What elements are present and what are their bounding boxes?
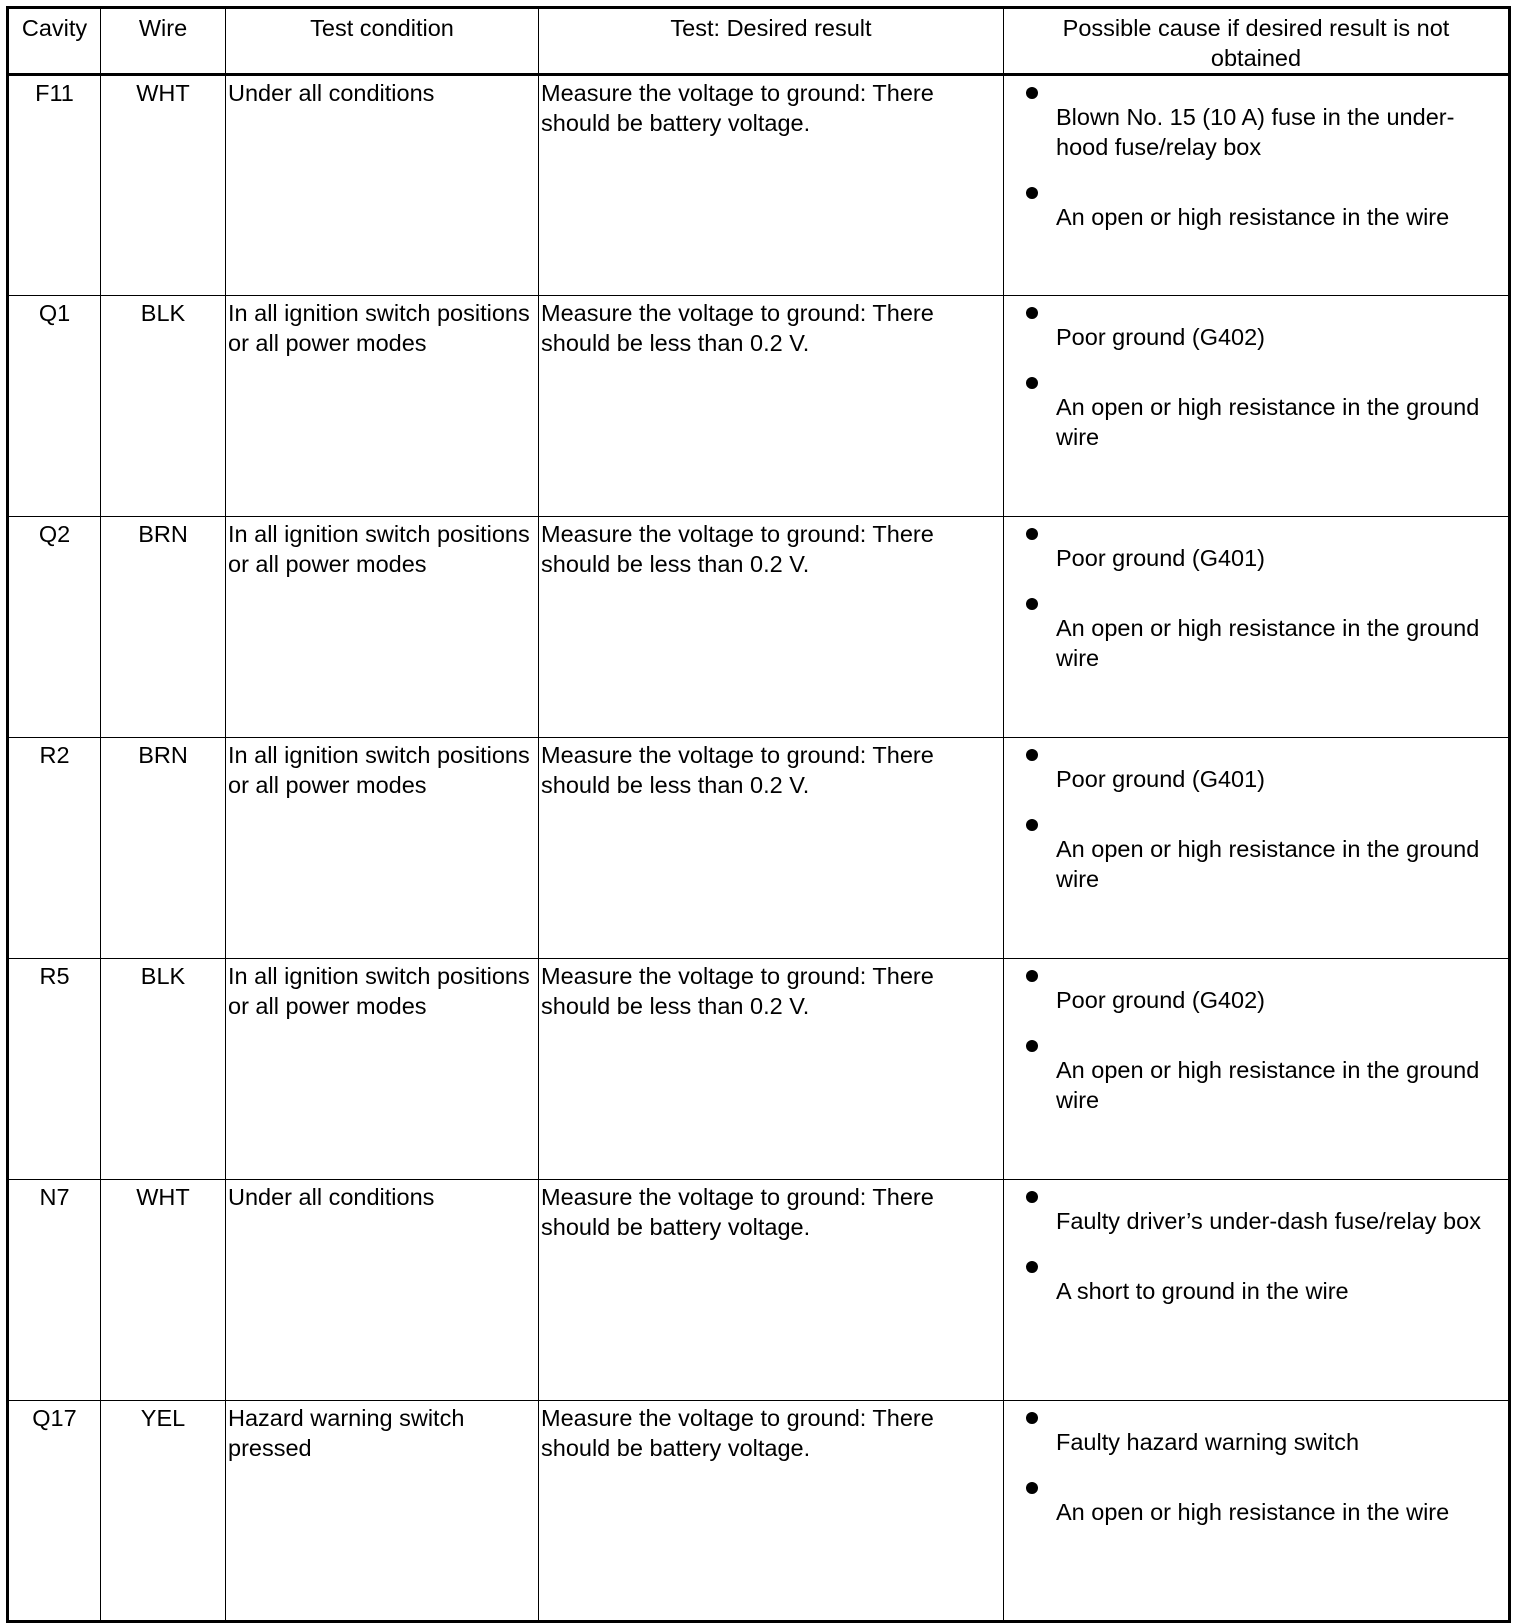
cause-cell — [1004, 738, 1510, 959]
wire-cell: BRN — [101, 517, 226, 738]
table-row — [8, 75, 1510, 296]
condition-cell: In all ignition switch positions or all power modes — [226, 959, 539, 1180]
cause-text: Poor ground (G401) — [1056, 766, 1266, 792]
cause-item — [1004, 1252, 1502, 1306]
header-wire: Wire — [101, 8, 226, 75]
cause-item — [1004, 589, 1502, 673]
bullet-icon — [1026, 87, 1038, 99]
cause-text: Poor ground (G402) — [1056, 987, 1266, 1013]
cause-item — [1004, 78, 1502, 162]
cause-text: Blown No. 15 (10 A) fuse in the under-hood fuse/relay box — [1056, 104, 1455, 160]
cause-text: Poor ground (G402) — [1056, 324, 1266, 350]
cause-text: An open or high resistance in the ground wire — [1056, 1057, 1480, 1113]
diagnostic-table — [6, 6, 1511, 1623]
bullet-icon — [1026, 377, 1038, 389]
wire-cell: BRN — [101, 738, 226, 959]
table-row — [8, 738, 1510, 959]
condition-cell: Hazard warning switch pressed — [226, 1401, 539, 1622]
cause-item — [1004, 1031, 1502, 1115]
cause-cell — [1004, 1180, 1510, 1401]
result-cell: Measure the voltage to ground: There should be battery voltage. — [539, 1401, 1004, 1622]
cause-item — [1004, 1182, 1502, 1236]
cause-text: Poor ground (G401) — [1056, 545, 1266, 571]
cause-cell — [1004, 959, 1510, 1180]
wire-cell: WHT — [101, 75, 226, 296]
wire-cell: BLK — [101, 296, 226, 517]
cause-text: Faulty driver’s under-dash fuse/relay box — [1056, 1208, 1481, 1234]
bullet-icon — [1026, 1040, 1038, 1052]
cavity-cell: R5 — [8, 959, 101, 1180]
cause-item — [1004, 1403, 1502, 1457]
result-cell: Measure the voltage to ground: There should be less than 0.2 V. — [539, 517, 1004, 738]
table-row — [8, 517, 1510, 738]
bullet-icon — [1026, 307, 1038, 319]
cavity-cell: Q17 — [8, 1401, 101, 1622]
header-desired-result: Test: Desired result — [539, 8, 1004, 75]
condition-cell: Under all conditions — [226, 75, 539, 296]
result-cell: Measure the voltage to ground: There should be less than 0.2 V. — [539, 296, 1004, 517]
result-cell: Measure the voltage to ground: There should be battery voltage. — [539, 75, 1004, 296]
table-row — [8, 959, 1510, 1180]
bullet-icon — [1026, 970, 1038, 982]
cavity-cell: Q1 — [8, 296, 101, 517]
cause-item — [1004, 810, 1502, 894]
cause-text: A short to ground in the wire — [1056, 1278, 1349, 1304]
table-row — [8, 1180, 1510, 1401]
cause-text: An open or high resistance in the ground wire — [1056, 394, 1480, 450]
bullet-icon — [1026, 1191, 1038, 1203]
header-cavity: Cavity — [8, 8, 101, 75]
wire-cell: YEL — [101, 1401, 226, 1622]
bullet-icon — [1026, 819, 1038, 831]
cause-item — [1004, 961, 1502, 1015]
bullet-icon — [1026, 749, 1038, 761]
bullet-icon — [1026, 1412, 1038, 1424]
result-cell: Measure the voltage to ground: There should be battery voltage. — [539, 1180, 1004, 1401]
cause-item — [1004, 740, 1502, 794]
result-cell: Measure the voltage to ground: There should be less than 0.2 V. — [539, 959, 1004, 1180]
cavity-cell: R2 — [8, 738, 101, 959]
cause-cell — [1004, 517, 1510, 738]
wire-cell: WHT — [101, 1180, 226, 1401]
cause-cell — [1004, 75, 1510, 296]
cause-text: An open or high resistance in the wire — [1056, 1499, 1450, 1525]
cause-item — [1004, 519, 1502, 573]
cause-cell — [1004, 1401, 1510, 1622]
cause-item — [1004, 1473, 1502, 1527]
condition-cell: Under all conditions — [226, 1180, 539, 1401]
condition-cell: In all ignition switch positions or all power modes — [226, 517, 539, 738]
condition-cell: In all ignition switch positions or all power modes — [226, 738, 539, 959]
cause-text: An open or high resistance in the wire — [1056, 204, 1450, 230]
cavity-cell: Q2 — [8, 517, 101, 738]
condition-cell: In all ignition switch positions or all power modes — [226, 296, 539, 517]
bullet-icon — [1026, 598, 1038, 610]
bullet-icon — [1026, 1482, 1038, 1494]
cause-cell — [1004, 296, 1510, 517]
bullet-icon — [1026, 528, 1038, 540]
wire-cell: BLK — [101, 959, 226, 1180]
bullet-icon — [1026, 187, 1038, 199]
cause-text: Faulty hazard warning switch — [1056, 1429, 1360, 1455]
cause-item — [1004, 368, 1502, 452]
header-test-condition: Test condition — [226, 8, 539, 75]
cause-item — [1004, 178, 1502, 232]
table-header-row — [8, 8, 1510, 75]
bullet-icon — [1026, 1261, 1038, 1273]
result-cell: Measure the voltage to ground: There should be less than 0.2 V. — [539, 738, 1004, 959]
cause-text: An open or high resistance in the ground wire — [1056, 615, 1480, 671]
table-row — [8, 1401, 1510, 1622]
cause-item — [1004, 298, 1502, 352]
cavity-cell: F11 — [8, 75, 101, 296]
cause-text: An open or high resistance in the ground wire — [1056, 836, 1480, 892]
cavity-cell: N7 — [8, 1180, 101, 1401]
table-row — [8, 296, 1510, 517]
header-possible-cause: Possible cause if desired result is not obtained — [1004, 8, 1510, 75]
